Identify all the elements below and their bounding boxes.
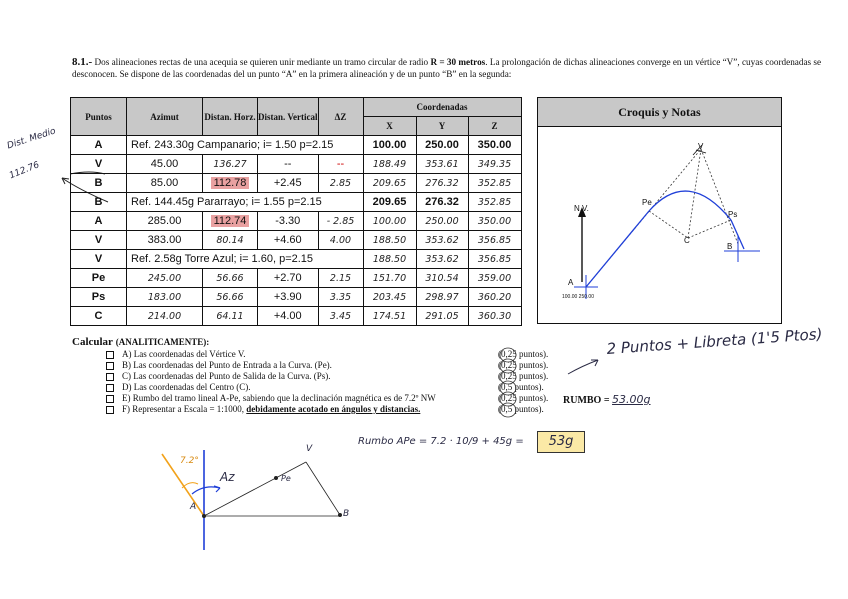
cell-x: 188.50	[363, 250, 416, 269]
cell-dz: --	[318, 155, 363, 174]
rumbo-label-text: RUMBO =	[563, 395, 610, 406]
cell-dh-highlight: 112.78	[211, 177, 250, 189]
problem-radius: R = 30 metros	[430, 57, 486, 67]
cell-z: 349.35	[468, 155, 521, 174]
sketch-c-label: C	[684, 236, 690, 245]
header-distan-vertical: Distan. Vertical	[258, 98, 319, 136]
cell-point: V	[71, 231, 127, 250]
cell-dv: -3.30	[258, 212, 319, 231]
cell-x: 203.45	[363, 288, 416, 307]
header-azimut: Azimut	[127, 98, 203, 136]
cell-dh: 80.14	[203, 231, 258, 250]
cell-dz: 2.85	[318, 174, 363, 193]
formula-result: 53g	[537, 431, 585, 453]
cell-dv: +2.45	[258, 174, 319, 193]
azimuth-label: Az	[220, 470, 235, 484]
header-x: X	[363, 117, 416, 136]
cell-x: 151.70	[363, 269, 416, 288]
cell-dz: 3.45	[318, 307, 363, 326]
cell-z: 360.30	[468, 307, 521, 326]
sketch-title: Croquis y Notas	[538, 98, 781, 127]
cell-dv: --	[258, 155, 319, 174]
list-item-text: C) Las coordenadas del Punto de Salida de la Curva. (Ps).	[122, 371, 331, 381]
table-row	[71, 269, 522, 288]
cell-y: 250.00	[416, 212, 468, 231]
diagram-pe-label: Pe	[281, 474, 291, 483]
cell-dz: 3.35	[318, 288, 363, 307]
cell-azimut: 183.00	[127, 288, 203, 307]
list-item	[106, 404, 436, 415]
sketch-a-coords: 100.00 250.00	[562, 294, 594, 300]
list-item	[106, 393, 436, 404]
sketch-b-label: B	[727, 242, 733, 251]
grading-arrow	[566, 352, 606, 378]
header-coordenadas: Coordenadas	[363, 98, 521, 117]
points-item: (0,25 puntos).	[498, 371, 549, 381]
cell-y: 298.97	[416, 288, 468, 307]
rumbo-value: 53.00g	[612, 393, 651, 406]
list-item-text: F) Representar a Escala = 1:1000,	[122, 404, 247, 414]
cell-azimut: 214.00	[127, 307, 203, 326]
table-row	[71, 155, 522, 174]
cell-x: 100.00	[363, 136, 416, 155]
cell-point: B	[71, 193, 127, 212]
cell-dv: +4.00	[258, 307, 319, 326]
cell-dv: +4.60	[258, 231, 319, 250]
cell-azimut: 85.00	[127, 174, 203, 193]
cell-z: 356.85	[468, 250, 521, 269]
cell-x: 188.49	[363, 155, 416, 174]
declination-label: 7.2°	[180, 456, 199, 466]
cell-dz: 4.00	[318, 231, 363, 250]
points-item: (0,25 puntos).	[498, 360, 549, 370]
checkbox-icon	[106, 373, 114, 381]
table-row	[71, 288, 522, 307]
header-y: Y	[416, 117, 468, 136]
table-row	[71, 231, 522, 250]
cell-dh: 56.66	[203, 288, 258, 307]
cell-x: 188.50	[363, 231, 416, 250]
points-item: (0,5 puntos).	[498, 382, 544, 392]
north-label: N.V.	[574, 204, 589, 213]
list-item	[106, 360, 436, 371]
header-distan-horz: Distan. Horz.	[203, 98, 258, 136]
diagram-b-label: B	[343, 509, 350, 519]
header-z: Z	[468, 117, 521, 136]
list-item-text: E) Rumbo del tramo lineal A-Pe, sabiendo que la declinación magnética es de 7.2º NW	[122, 393, 436, 403]
table-row-station-a	[71, 136, 522, 155]
cell-station-ref: Ref. 2.58g Torre Azul; i= 1.60, p=2.15	[127, 250, 364, 269]
list-item-bold: debidamente acotado en ángulos y distancias.	[246, 404, 421, 414]
checkbox-icon	[106, 351, 114, 359]
cell-point: Pe	[71, 269, 127, 288]
survey-table	[70, 97, 522, 326]
diagram-v-label: V	[306, 444, 313, 454]
cell-z: 352.85	[468, 174, 521, 193]
cell-x: 100.00	[363, 212, 416, 231]
list-item	[106, 349, 436, 360]
points-item: (0,25 puntos).	[498, 349, 549, 359]
checkbox-icon	[106, 395, 114, 403]
cell-point: V	[71, 155, 127, 174]
grading-circles	[494, 346, 524, 420]
problem-number: 8.1.-	[72, 56, 93, 68]
cell-x: 209.65	[363, 193, 416, 212]
problem-statement	[72, 56, 832, 80]
cell-z: 359.00	[468, 269, 521, 288]
cell-y: 250.00	[416, 136, 468, 155]
cell-y: 276.32	[416, 174, 468, 193]
problem-text-2: . La prolongación de dichas alineaciones converge en un vértice “V”, cuyas coordenadas se desconocen. Se dispone de las coordenadas del un punto “A” en la primera alineación y de un punto “B” en la segunda:	[72, 57, 822, 79]
header-delta-z: ΔZ	[318, 98, 363, 136]
cell-azimut: 245.00	[127, 269, 203, 288]
cell-azimut: 383.00	[127, 231, 203, 250]
cell-dz: 2.15	[318, 269, 363, 288]
cell-y: 353.61	[416, 155, 468, 174]
cell-station-ref: Ref. 144.45g Pararrayo; i= 1.55 p=2.15	[127, 193, 364, 212]
cell-z: 360.20	[468, 288, 521, 307]
sketch-a-label: A	[568, 278, 574, 287]
rumbo-formula: Rumbo APe = 7.2 · 10/9 + 45g =	[358, 436, 524, 447]
table-row	[71, 212, 522, 231]
sketch-ps-label: Ps	[728, 210, 738, 219]
list-item-text: A) Las coordenadas del Vértice V.	[122, 349, 246, 359]
cell-dh: 56.66	[203, 269, 258, 288]
checkbox-icon	[106, 384, 114, 392]
cell-y: 276.32	[416, 193, 468, 212]
cell-dh: 136.27	[203, 155, 258, 174]
list-item	[106, 382, 436, 393]
table-row	[71, 174, 522, 193]
checkbox-icon	[106, 362, 114, 370]
problem-text-1: Dos alineaciones rectas de una acequia se quieren unir mediante un tramo circular de radio	[92, 57, 431, 67]
cell-azimut: 45.00	[127, 155, 203, 174]
cell-dv: +2.70	[258, 269, 319, 288]
header-puntos: Puntos	[71, 98, 127, 136]
margin-note-value: 112.76	[8, 160, 41, 182]
cell-z: 350.00	[468, 212, 521, 231]
cell-dh-highlight: 112.74	[211, 215, 250, 227]
cell-point: C	[71, 307, 127, 326]
points-item: (0,25 puntos).	[498, 393, 549, 403]
cell-dv: +3.90	[258, 288, 319, 307]
sketch-v-label: V	[698, 142, 704, 151]
cell-z: 356.85	[468, 231, 521, 250]
list-item-text: D) Las coordenadas del Centro (C).	[122, 382, 251, 392]
list-item-text: B) Las coordenadas del Punto de Entrada a la Curva. (Pe).	[122, 360, 332, 370]
cell-point: B	[71, 174, 127, 193]
cell-z: 352.85	[468, 193, 521, 212]
rumbo-label	[563, 393, 651, 406]
cell-station-ref: Ref. 243.30g Campanario; i= 1.50 p=2.15	[127, 136, 364, 155]
cell-dh: 64.11	[203, 307, 258, 326]
points-item: (0,5 puntos).	[498, 404, 544, 414]
cell-y: 353.62	[416, 231, 468, 250]
cell-azimut: 285.00	[127, 212, 203, 231]
margin-note-label: Dist. Medio	[6, 126, 58, 152]
cell-y: 353.62	[416, 250, 468, 269]
cell-z: 350.00	[468, 136, 521, 155]
table-row-station-v	[71, 250, 522, 269]
table-row-station-b	[71, 193, 522, 212]
cell-point: V	[71, 250, 127, 269]
table-row	[71, 307, 522, 326]
diagram-a-label: A	[190, 502, 197, 512]
calc-title: Calcular	[72, 336, 113, 348]
sketch-panel	[537, 97, 782, 324]
cell-point: A	[71, 212, 127, 231]
cell-dz: - 2.85	[318, 212, 363, 231]
cell-y: 291.05	[416, 307, 468, 326]
list-item	[106, 371, 436, 382]
calc-heading	[72, 336, 209, 348]
sketch-pe-label: Pe	[642, 198, 652, 207]
grading-note: 2 Puntos + Libreta (1'5 Ptos)	[606, 324, 823, 358]
cell-y: 310.54	[416, 269, 468, 288]
cell-x: 174.51	[363, 307, 416, 326]
cell-point: Ps	[71, 288, 127, 307]
calc-subtitle: (ANALITICAMENTE):	[115, 337, 210, 347]
checkbox-icon	[106, 406, 114, 414]
cell-x: 209.65	[363, 174, 416, 193]
calc-list	[106, 349, 436, 415]
cell-point: A	[71, 136, 127, 155]
